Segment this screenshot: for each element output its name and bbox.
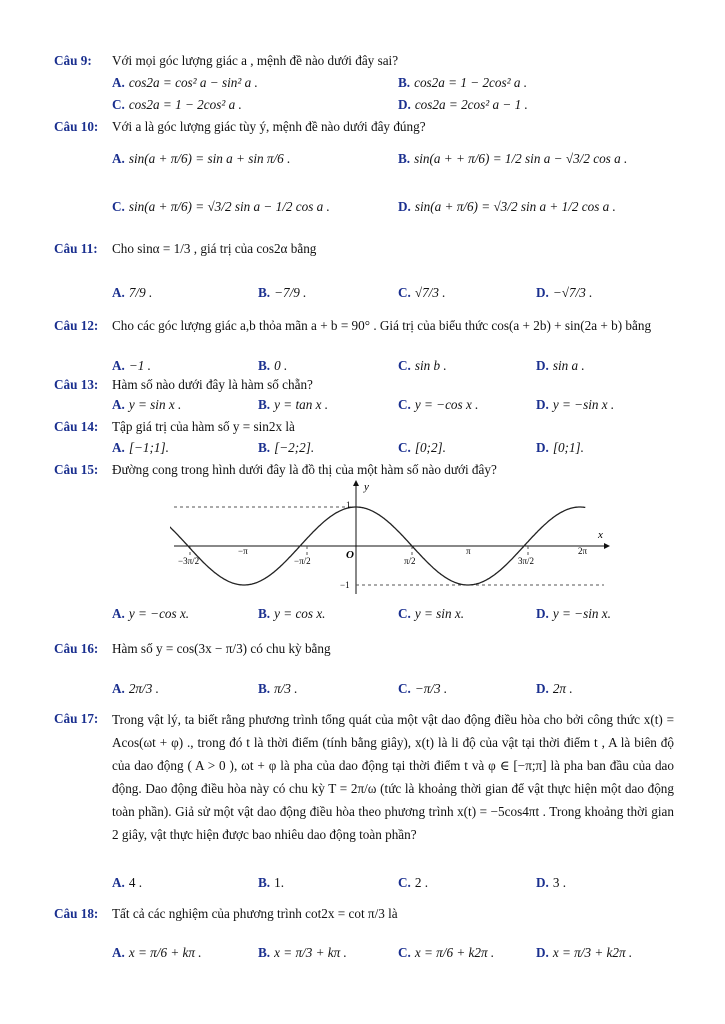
question-label: Câu 16:: [54, 641, 99, 656]
x-tick-label: −3π/2: [178, 556, 200, 566]
option-c[interactable]: C. √7/3 .: [398, 285, 446, 300]
x-tick-label: −π: [238, 546, 248, 556]
question-10: [54, 116, 674, 138]
option-d[interactable]: D. x = π/3 + k2π .: [536, 945, 633, 960]
question-14: [54, 416, 674, 438]
cosine-graph: [170, 478, 610, 598]
option-b[interactable]: B. 1.: [258, 875, 284, 890]
option-d[interactable]: D. sin a .: [536, 358, 585, 373]
option-a[interactable]: A. 7/9 .: [112, 285, 153, 300]
x-tick-label: −π/2: [294, 556, 311, 566]
option-a[interactable]: A. 4 .: [112, 875, 143, 890]
question-12: [54, 315, 674, 359]
question-text: Cho các góc lượng giác a,b thỏa mãn a + b = 90° . Giá trị của biểu thức cos(a + 2b) + sin(2a + b) bằng: [112, 318, 652, 333]
y-tick-label: 1: [346, 500, 351, 510]
y-axis-arrow: [353, 480, 359, 486]
option-c[interactable]: C. y = −cos x .: [398, 397, 479, 412]
x-tick-label: π: [466, 546, 471, 556]
option-d[interactable]: D. cos2a = 2cos² a − 1 .: [398, 97, 528, 112]
question-label: Câu 13:: [54, 377, 99, 392]
option-b[interactable]: B. −7/9 .: [258, 285, 307, 300]
x-tick-label: 3π/2: [518, 556, 535, 566]
question-17: [54, 708, 674, 868]
x-tick-label: 2π: [578, 546, 588, 556]
option-a[interactable]: A. x = π/6 + kπ .: [112, 945, 202, 960]
question-text: Với mọi góc lượng giác a , mệnh đề nào dưới đây sai?: [112, 53, 399, 68]
option-d[interactable]: D. [0;1].: [536, 440, 584, 455]
option-c[interactable]: C. −π/3 .: [398, 681, 448, 696]
option-a[interactable]: A. cos2a = cos² a − sin² a .: [112, 75, 258, 90]
option-b[interactable]: B. 0 .: [258, 358, 288, 373]
question-label: Câu 17:: [54, 711, 99, 726]
y-tick-label: −1: [340, 580, 350, 590]
x-tick-label: π/2: [404, 556, 416, 566]
option-c[interactable]: C. [0;2].: [398, 440, 446, 455]
option-d[interactable]: D. −√7/3 .: [536, 285, 593, 300]
x-axis-label: x: [598, 529, 603, 541]
question-text: Tập giá trị của hàm số y = sin2x là: [112, 419, 295, 434]
option-a[interactable]: A. sin(a + π/6) = sin a + sin π/6 .: [112, 151, 291, 166]
option-a[interactable]: A. y = −cos x.: [112, 606, 190, 621]
option-b[interactable]: B. cos2a = 1 − 2cos² a .: [398, 75, 528, 90]
question-label: Câu 11:: [54, 241, 98, 256]
option-c[interactable]: C. sin(a + π/6) = √3/2 sin a − 1/2 cos a .: [112, 199, 330, 214]
y-axis-label: y: [364, 481, 369, 493]
option-b[interactable]: B. sin(a + + π/6) = 1/2 sin a − √3/2 cos a .: [398, 151, 628, 166]
option-a[interactable]: A. 2π/3 .: [112, 681, 159, 696]
option-d[interactable]: D. 2π .: [536, 681, 573, 696]
option-d[interactable]: D. sin(a + π/6) = √3/2 sin a + 1/2 cos a .: [398, 199, 616, 214]
question-text: Trong vật lý, ta biết rằng phương trình tổng quát của một vật dao động điều hòa cho bởi công thức x(t) = Acos(ωt + φ) ., trong đó t là thời điểm (tính bằng giây), x(t) là li độ của vật tại thời điểm t , A là biên độ của dao động ( A > 0 ), ωt + φ là pha của dao động tại thời điểm t và φ ∈ [−π;π] là pha ban đầu của dao động. Dao động điều hòa này có chu kỳ T = 2π/ω (tức là khoảng thời gian để vật thực hiện một dao động toàn phần). Giả sử một vật dao động điều hòa theo phương trình x(t) = −5cos4πt . Trong khoảng thời gian 2 giây, vật thực hiện được bao nhiêu dao động toàn phần?: [112, 712, 674, 842]
question-13: [54, 374, 674, 396]
option-a[interactable]: A. [−1;1].: [112, 440, 169, 455]
option-d[interactable]: D. 3 .: [536, 875, 567, 890]
option-d[interactable]: D. y = −sin x .: [536, 397, 615, 412]
question-text: Cho sinα = 1/3 , giá trị của cos2α bằng: [112, 241, 317, 256]
question-label: Câu 12:: [54, 318, 99, 333]
option-c[interactable]: C. 2 .: [398, 875, 429, 890]
option-d[interactable]: D. y = −sin x.: [536, 606, 611, 621]
option-b[interactable]: B. y = tan x .: [258, 397, 329, 412]
option-b[interactable]: B. π/3 .: [258, 681, 298, 696]
x-axis-arrow: [604, 543, 610, 549]
option-c[interactable]: C. sin b .: [398, 358, 447, 373]
question-label: Câu 9:: [54, 53, 92, 68]
x-tick-label: O: [346, 549, 354, 561]
option-b[interactable]: B. x = π/3 + kπ .: [258, 945, 347, 960]
question-11: [54, 238, 674, 260]
question-16: [54, 638, 674, 660]
question-text: Hàm số y = cos(3x − π/3) có chu kỳ bằng: [112, 641, 331, 656]
question-label: Câu 10:: [54, 119, 99, 134]
question-text: Hàm số nào dưới đây là hàm số chẵn?: [112, 377, 313, 392]
option-a[interactable]: A. y = sin x .: [112, 397, 182, 412]
question-label: Câu 15:: [54, 462, 99, 477]
option-a[interactable]: A. −1 .: [112, 358, 151, 373]
option-b[interactable]: B. y = cos x.: [258, 606, 326, 621]
option-c[interactable]: C. y = sin x.: [398, 606, 465, 621]
question-label: Câu 14:: [54, 419, 99, 434]
question-text: Với a là góc lượng giác tùy ý, mệnh đề nào dưới đây đúng?: [112, 119, 426, 134]
question-text: Đường cong trong hình dưới đây là đồ thị của một hàm số nào dưới đây?: [112, 462, 497, 477]
option-c[interactable]: C. cos2a = 1 − 2cos² a .: [112, 97, 242, 112]
question-text: Tất cả các nghiệm của phương trình cot2x = cot π/3 là: [112, 906, 398, 921]
question-label: Câu 18:: [54, 906, 99, 921]
option-c[interactable]: C. x = π/6 + k2π .: [398, 945, 495, 960]
option-b[interactable]: B. [−2;2].: [258, 440, 315, 455]
question-18: [54, 903, 674, 925]
